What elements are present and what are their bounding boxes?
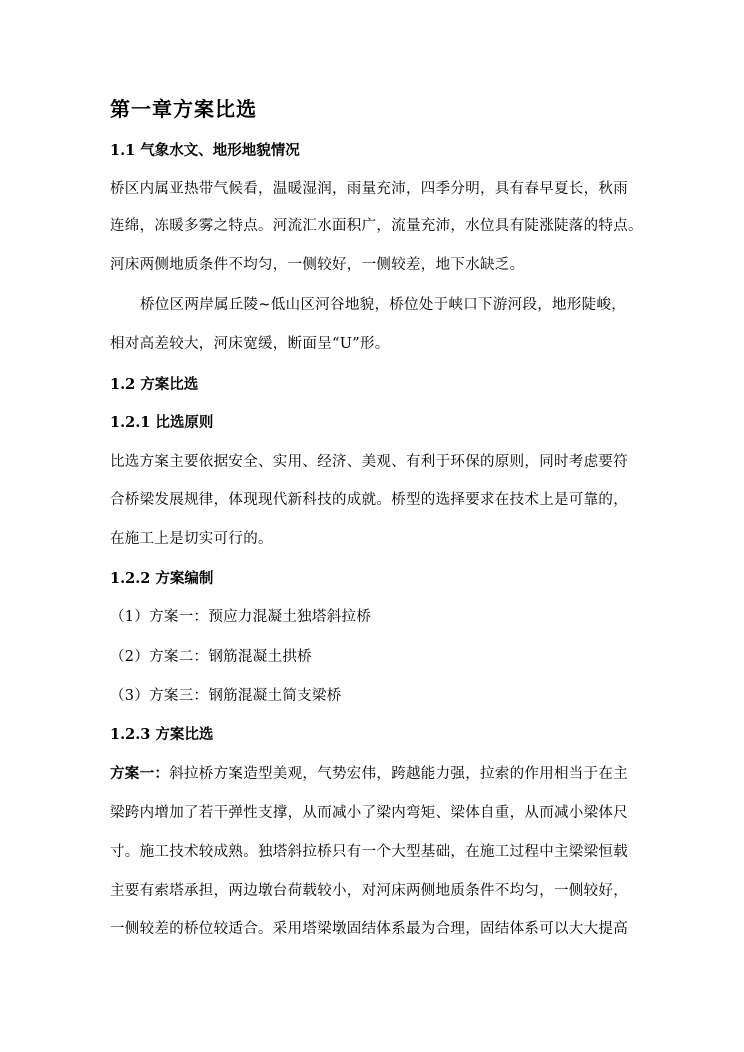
paragraph-text: 斜拉桥方案造型美观，气势宏伟，跨越能力强，拉索的作用相当于在主 (169, 766, 628, 782)
subsection-heading-1-2-2: 1.2.2 方案编制 (110, 570, 214, 587)
paragraph-line: 连绵，冻暖多雾之特点。河流汇水面积广，流量充沛，水位具有陡涨陡落的特点。 (110, 218, 643, 234)
list-item: （1）方案一：预应力混凝土独塔斜拉桥 (110, 609, 372, 625)
paragraph-line (110, 762, 628, 783)
chapter-title: 第一章方案比选 (110, 97, 257, 121)
paragraph-line: 在施工上是切实可行的。 (110, 531, 273, 547)
paragraph-line: 主要有索塔承担，两边墩台荷载较小，对河床两侧地质条件不均匀，一侧较好， (110, 883, 628, 899)
paragraph-line: 合桥梁发展规律，体现现代新科技的成就。桥型的选择要求在技术上是可靠的， (110, 492, 628, 508)
section-heading-1-2: 1.2 方案比选 (110, 376, 199, 393)
paragraph-line: 桥位区两岸属丘陵~低山区河谷地貌，桥位处于峡口下游河段，地形陡峻， (140, 297, 627, 313)
paragraph-line: 寸。施工技术较成熟。独塔斜拉桥只有一个大型基础，在施工过程中主梁梁恒载 (110, 844, 628, 860)
paragraph-line: 相对高差较大，河床宽缓，断面呈“U”形。 (110, 336, 390, 352)
paragraph-line: 桥区内属亚热带气候看，温暖湿润，雨量充沛，四季分明，具有春早夏长，秋雨 (110, 181, 628, 197)
section-heading-1-1: 1.1 气象水文、地形地貌情况 (110, 142, 300, 159)
paragraph-line: 比选方案主要依据安全、实用、经济、美观、有利于环保的原则，同时考虑要符 (110, 454, 628, 470)
scheme-one-label: 方案一： (110, 765, 170, 782)
paragraph-line: 梁跨内增加了若干弹性支撑，从而减小了梁内弯矩、梁体自重，从而减小梁体尺 (110, 805, 628, 821)
paragraph-line: 河床两侧地质条件不均匀，一侧较好，一侧较差，地下水缺乏。 (110, 257, 525, 273)
list-item: （3）方案三：钢筋混凝土简支梁桥 (110, 688, 342, 704)
paragraph-line: 一侧较差的桥位较适合。采用塔梁墩固结体系最为合理，固结体系可以大大提高 (110, 921, 628, 937)
subsection-heading-1-2-3: 1.2.3 方案比选 (110, 726, 214, 743)
list-item: （2）方案二：钢筋混凝土拱桥 (110, 649, 312, 665)
subsection-heading-1-2-1: 1.2.1 比选原则 (110, 414, 214, 431)
